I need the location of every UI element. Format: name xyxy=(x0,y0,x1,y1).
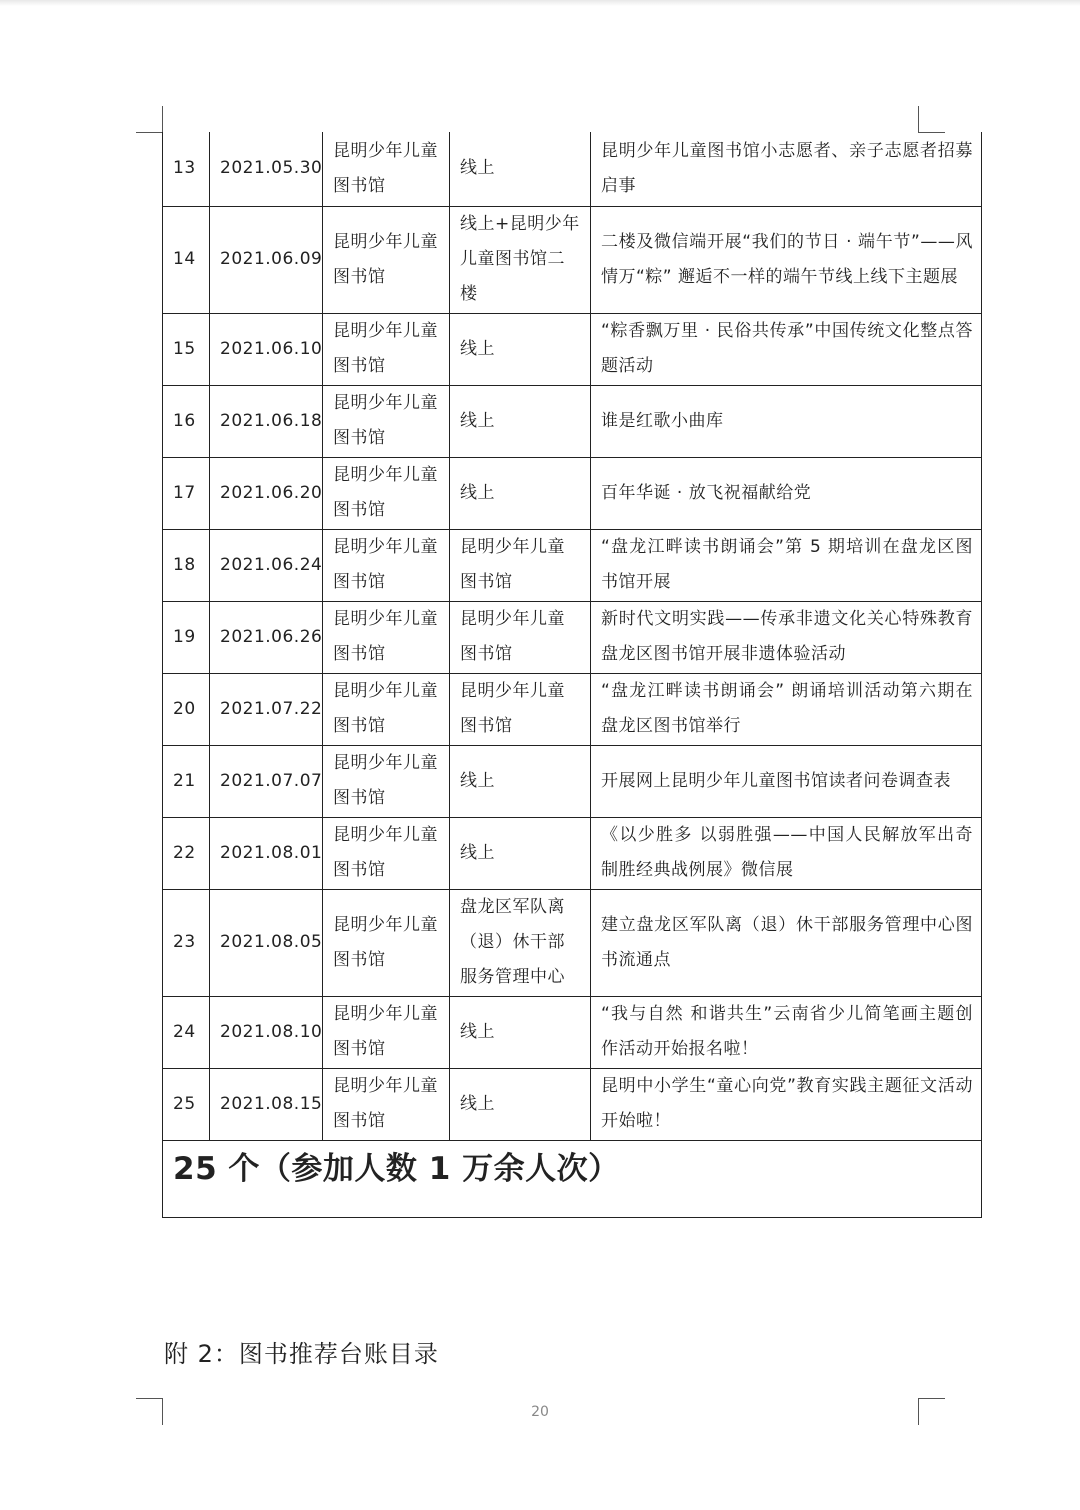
page-number: 20 xyxy=(531,1404,549,1420)
activities-table xyxy=(162,132,982,1218)
row-activity-title: 《以少胜多 以弱胜强——中国人民解放军出奇制胜经典战例展》微信展 xyxy=(591,817,982,889)
row-venue: 线上 xyxy=(450,385,591,457)
row-number: 14 xyxy=(163,206,210,313)
row-number: 19 xyxy=(163,601,210,673)
row-activity-title: 新时代文明实践——传承非遗文化关心特殊教育 盘龙区图书馆开展非遗体验活动 xyxy=(591,601,982,673)
appendix-heading: 附 2：图书推荐台账目录 xyxy=(164,1340,439,1368)
row-number: 23 xyxy=(163,889,210,996)
total-row xyxy=(163,1140,982,1217)
row-number: 25 xyxy=(163,1068,210,1140)
row-number: 13 xyxy=(163,132,210,206)
row-activity-title: “我与自然 和谐共生”云南省少儿简笔画主题创作活动开始报名啦！ xyxy=(591,996,982,1068)
table-row xyxy=(163,385,982,457)
table-row xyxy=(163,817,982,889)
row-organizer: 昆明少年儿童图书馆 xyxy=(323,1068,450,1140)
row-organizer: 昆明少年儿童图书馆 xyxy=(323,817,450,889)
row-activity-title: 昆明少年儿童图书馆小志愿者、亲子志愿者招募启事 xyxy=(591,132,982,206)
row-organizer: 昆明少年儿童图书馆 xyxy=(323,132,450,206)
row-activity-title: 开展网上昆明少年儿童图书馆读者问卷调查表 xyxy=(591,745,982,817)
row-number: 17 xyxy=(163,457,210,529)
row-date: 2021.07.22 xyxy=(210,673,323,745)
row-activity-title: 谁是红歌小曲库 xyxy=(591,385,982,457)
row-activity-title: 建立盘龙区军队离（退）休干部服务管理中心图书流通点 xyxy=(591,889,982,996)
row-organizer: 昆明少年儿童图书馆 xyxy=(323,996,450,1068)
row-number: 15 xyxy=(163,313,210,385)
row-date: 2021.08.15 xyxy=(210,1068,323,1140)
row-organizer: 昆明少年儿童图书馆 xyxy=(323,457,450,529)
row-number: 21 xyxy=(163,745,210,817)
table-row xyxy=(163,529,982,601)
row-activity-title: 百年华诞 · 放飞祝福献给党 xyxy=(591,457,982,529)
table-row xyxy=(163,889,982,996)
row-venue: 线上+昆明少年儿童图书馆二楼 xyxy=(450,206,591,313)
row-organizer: 昆明少年儿童图书馆 xyxy=(323,313,450,385)
row-venue: 线上 xyxy=(450,817,591,889)
row-date: 2021.05.30 xyxy=(210,132,323,206)
row-organizer: 昆明少年儿童图书馆 xyxy=(323,601,450,673)
row-venue: 昆明少年儿童图书馆 xyxy=(450,529,591,601)
row-date: 2021.08.10 xyxy=(210,996,323,1068)
row-organizer: 昆明少年儿童图书馆 xyxy=(323,745,450,817)
row-venue: 线上 xyxy=(450,313,591,385)
row-number: 24 xyxy=(163,996,210,1068)
row-organizer: 昆明少年儿童图书馆 xyxy=(323,385,450,457)
table-row xyxy=(163,132,982,206)
row-date: 2021.08.01 xyxy=(210,817,323,889)
row-number: 20 xyxy=(163,673,210,745)
row-number: 18 xyxy=(163,529,210,601)
table-row xyxy=(163,601,982,673)
row-organizer: 昆明少年儿童图书馆 xyxy=(323,889,450,996)
row-organizer: 昆明少年儿童图书馆 xyxy=(323,529,450,601)
row-activity-title: “盘龙江畔读书朗诵会”第 5 期培训在盘龙区图书馆开展 xyxy=(591,529,982,601)
row-venue: 线上 xyxy=(450,1068,591,1140)
row-activity-title: “盘龙江畔读书朗诵会” 朗诵培训活动第六期在盘龙区图书馆举行 xyxy=(591,673,982,745)
row-organizer: 昆明少年儿童图书馆 xyxy=(323,673,450,745)
row-date: 2021.07.07 xyxy=(210,745,323,817)
row-venue: 昆明少年儿童图书馆 xyxy=(450,673,591,745)
row-venue: 线上 xyxy=(450,132,591,206)
row-date: 2021.06.26 xyxy=(210,601,323,673)
page-top-edge xyxy=(0,0,1080,6)
row-date: 2021.06.10 xyxy=(210,313,323,385)
row-activity-title: “粽香飘万里 · 民俗共传承”中国传统文化整点答题活动 xyxy=(591,313,982,385)
row-date: 2021.08.05 xyxy=(210,889,323,996)
table-row xyxy=(163,206,982,313)
table-row xyxy=(163,673,982,745)
row-date: 2021.06.20 xyxy=(210,457,323,529)
row-venue: 线上 xyxy=(450,745,591,817)
row-number: 16 xyxy=(163,385,210,457)
row-number: 22 xyxy=(163,817,210,889)
total-summary: 25 个（参加人数 1 万余人次） xyxy=(163,1140,982,1217)
row-venue: 盘龙区军队离（退）休干部服务管理中心 xyxy=(450,889,591,996)
row-venue: 昆明少年儿童图书馆 xyxy=(450,601,591,673)
row-organizer: 昆明少年儿童图书馆 xyxy=(323,206,450,313)
row-date: 2021.06.24 xyxy=(210,529,323,601)
crop-mark-top-right xyxy=(918,106,945,133)
row-activity-title: 昆明中小学生“童心向党”教育实践主题征文活动开始啦！ xyxy=(591,1068,982,1140)
table-row xyxy=(163,745,982,817)
row-date: 2021.06.09 xyxy=(210,206,323,313)
row-venue: 线上 xyxy=(450,996,591,1068)
row-venue: 线上 xyxy=(450,457,591,529)
activities-table-body xyxy=(163,132,982,1140)
table-row xyxy=(163,996,982,1068)
table-row xyxy=(163,313,982,385)
row-date: 2021.06.18 xyxy=(210,385,323,457)
table-row xyxy=(163,457,982,529)
row-activity-title: 二楼及微信端开展“我们的节日 · 端午节”——风情万“粽” 邂逅不一样的端午节线上线下主题展 xyxy=(591,206,982,313)
crop-mark-top-left xyxy=(136,106,163,133)
table-row xyxy=(163,1068,982,1140)
